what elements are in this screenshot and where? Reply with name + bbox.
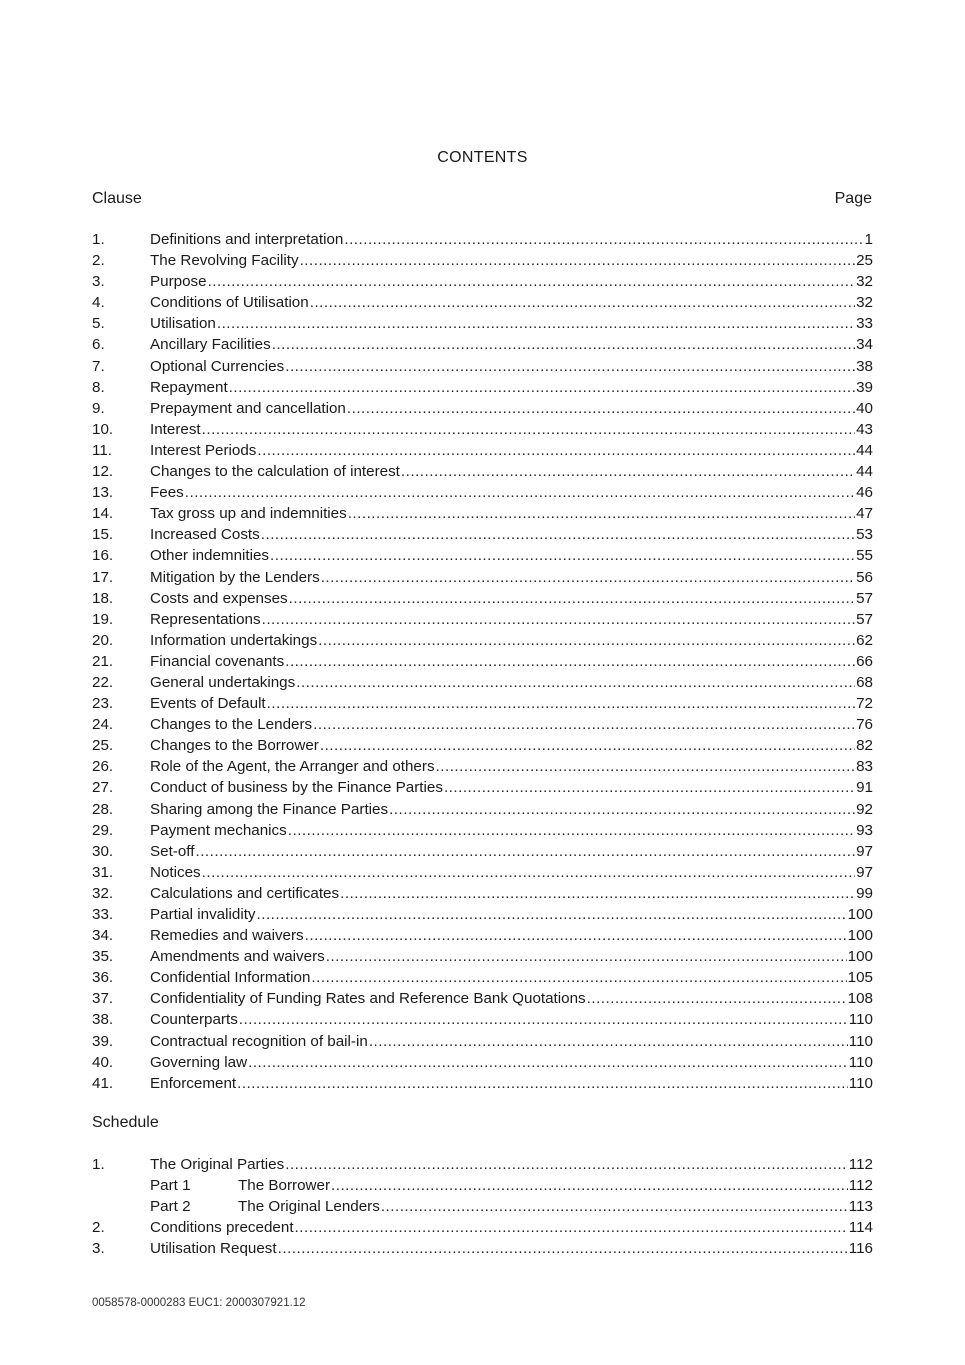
dot-leader [344,229,863,250]
entry-number: 32. [92,884,114,902]
entry-title: Financial covenants [150,652,285,670]
entry-title: Interest Periods [150,441,257,459]
entry-number: 17. [92,568,114,586]
entry-title: Optional Currencies [150,357,285,375]
entry-title: Representations [150,610,261,628]
toc-entry[interactable] [92,651,873,672]
toc-entry[interactable] [92,777,873,798]
entry-number: 15. [92,526,114,544]
entry-page-number: 57 [856,610,873,628]
entry-page-number: 72 [856,695,873,713]
toc-entry[interactable] [92,377,873,398]
dot-leader [321,567,855,588]
entry-number: 20. [92,631,114,649]
toc-entry[interactable] [92,820,873,841]
dot-leader [185,482,855,503]
toc-entry[interactable] [92,693,873,714]
dot-leader [237,1073,848,1094]
entry-number: 14. [92,505,114,523]
entry-page-number: 83 [856,758,873,776]
entry-title: General undertakings [150,673,296,691]
entry-number: 31. [92,863,114,881]
toc-entry[interactable] [92,313,873,334]
dot-leader [313,714,855,735]
dot-leader [348,503,855,524]
entry-title: Contractual recognition of bail-in [150,1032,368,1050]
dot-leader [270,545,855,566]
toc-entry[interactable] [92,440,873,461]
dot-leader [202,862,855,883]
entry-number: 1. [92,231,105,248]
toc-entry[interactable] [92,567,873,588]
entry-title: Partial invalidity [150,906,256,923]
toc-entry[interactable] [92,250,873,271]
toc-entry[interactable] [92,588,873,609]
entry-number: 35. [92,948,114,966]
toc-entry[interactable] [92,714,873,735]
toc-entry[interactable] [92,482,873,503]
entry-number: 7. [92,357,105,375]
entry-title: Changes to the Lenders [150,716,313,734]
entry-number: 8. [92,378,105,396]
toc-entry[interactable] [92,735,873,756]
toc-entry[interactable] [92,609,873,630]
entry-page-number: 100 [847,906,873,923]
entry-title: Costs and expenses [150,589,288,607]
dot-leader [587,988,847,1009]
entry-title: Events of Default [150,695,266,713]
entry-number: 5. [92,315,105,333]
entry-title: Information undertakings [150,631,318,649]
toc-entry[interactable] [92,503,873,524]
toc-entry[interactable] [92,672,873,693]
toc-entry[interactable] [92,841,873,862]
toc-entry[interactable] [92,1217,873,1238]
entry-page-number: 92 [856,800,873,818]
dot-leader [340,883,855,904]
entry-title: Payment mechanics [150,821,287,839]
toc-entry[interactable] [92,229,873,250]
entry-page-number: 33 [856,315,873,333]
entry-title: Calculations and certificates [150,884,340,902]
entry-number: 38. [92,1011,114,1029]
entry-title: Counterparts [150,1011,238,1029]
entry-title: Amendments and waivers [150,948,325,966]
entry-page-number: 108 [847,990,873,1008]
toc-entry[interactable] [92,925,873,946]
entry-page-number: 113 [848,1198,873,1216]
toc-entry[interactable] [92,524,873,545]
entry-page-number: 100 [847,948,873,966]
entry-page-number: 1 [864,231,873,248]
toc-entry[interactable] [92,1052,873,1073]
entry-page-number: 32 [856,273,873,291]
entry-title: Utilisation [150,315,216,333]
entry-page-number: 38 [856,357,873,375]
entry-page-number: 97 [856,863,873,881]
entry-title: Utilisation Request [150,1240,277,1258]
toc-entry[interactable] [92,946,873,967]
dot-leader [285,651,855,672]
entry-number: 2. [92,1219,105,1237]
entry-page-number: 97 [856,842,873,860]
dot-leader [202,419,855,440]
entry-title: Conduct of business by the Finance Parties [150,779,443,797]
entry-title: Enforcement [150,1074,237,1092]
entry-page-number: 105 [847,969,873,987]
dot-leader [239,1009,848,1030]
entry-title: Purpose [150,273,207,291]
dot-leader [300,250,856,271]
entry-title: Interest [150,420,201,438]
clause-column-header: Clause [92,190,142,207]
dot-leader [296,672,855,693]
entry-page-number: 91 [856,779,873,797]
entry-number: 34. [92,927,114,945]
entry-page-number: 43 [856,420,873,438]
entry-page-number: 112 [848,1156,873,1173]
entry-page-number: 116 [848,1240,873,1258]
dot-leader [289,588,855,609]
toc-entry[interactable] [92,1238,873,1259]
toc-entry[interactable] [92,1073,873,1094]
entry-part-label: Part 1 [150,1177,191,1195]
toc-entry[interactable] [92,461,873,482]
schedule-heading: Schedule [92,1114,159,1131]
dot-leader [257,440,855,461]
dot-leader [208,271,856,292]
document-reference: 0058578-0000283 EUC1: 2000307921.12 [92,1297,306,1309]
dot-leader [320,735,855,756]
entry-title: Confidential Information [150,969,311,987]
entry-page-number: 40 [856,399,873,417]
dot-leader [262,609,855,630]
entry-number: 25. [92,737,114,755]
entry-title: Set-off [150,842,195,860]
dot-leader [295,1217,848,1238]
entry-page-number: 62 [856,631,873,649]
entry-title: Remedies and waivers [150,927,304,945]
dot-leader [311,967,846,988]
dot-leader [444,777,855,798]
entry-page-number: 56 [856,568,873,586]
toc-entry[interactable] [92,862,873,883]
entry-page-number: 47 [856,505,873,523]
entry-page-number: 55 [856,547,873,565]
toc-entry[interactable] [92,419,873,440]
entry-page-number: 76 [856,716,873,734]
entry-title: Role of the Agent, the Arranger and others [150,758,435,776]
toc-entry[interactable] [92,1031,873,1052]
entry-number: 27. [92,779,114,797]
entry-number: 24. [92,716,114,734]
dot-leader [401,461,855,482]
dot-leader [436,756,856,777]
toc-entry[interactable] [92,1154,873,1175]
entry-title: Definitions and interpretation [150,231,344,248]
entry-page-number: 99 [856,884,873,902]
entry-title: Fees [150,484,184,502]
entry-title: The Borrower [238,1177,331,1195]
dot-leader [389,799,855,820]
dot-leader [318,630,855,651]
entry-page-number: 93 [856,821,873,839]
entry-title: Notices [150,863,201,881]
entry-number: 22. [92,673,114,691]
dot-leader [217,313,855,334]
entry-number: 4. [92,294,105,312]
toc-entry[interactable] [92,988,873,1009]
entry-title: Ancillary Facilities [150,336,271,354]
entry-number: 40. [92,1053,114,1071]
clause-list [92,229,873,1094]
toc-entry[interactable] [92,1009,873,1030]
entry-page-number: 100 [847,927,873,945]
entry-title: Changes to the calculation of interest [150,463,400,481]
toc-entry[interactable] [92,356,873,377]
entry-number: 10. [92,420,114,438]
entry-page-number: 82 [856,737,873,755]
entry-number: 3. [92,1240,105,1258]
entry-page-number: 110 [848,1011,873,1029]
entry-page-number: 57 [856,589,873,607]
dot-leader [195,841,855,862]
toc-entry[interactable] [92,292,873,313]
page-column-header: Page [834,190,872,207]
entry-page-number: 114 [848,1219,873,1237]
entry-part-label: Part 2 [150,1198,191,1216]
dot-leader [305,925,847,946]
entry-page-number: 53 [856,526,873,544]
dot-leader [310,292,855,313]
entry-page-number: 44 [856,441,873,459]
dot-leader [347,398,855,419]
entry-title: Changes to the Borrower [150,737,319,755]
dot-leader [267,693,855,714]
toc-entry[interactable] [92,630,873,651]
entry-number: 12. [92,463,114,481]
entry-page-number: 112 [848,1177,873,1195]
entry-title: Repayment [150,378,228,396]
entry-page-number: 32 [856,294,873,312]
entry-page-number: 34 [856,336,873,354]
entry-number: 16. [92,547,114,565]
entry-number: 36. [92,969,114,987]
dot-leader [326,946,847,967]
entry-number: 18. [92,589,114,607]
dot-leader [331,1175,848,1196]
entry-title: Tax gross up and indemnities [150,505,347,523]
entry-number: 26. [92,758,114,776]
dot-leader [288,820,855,841]
entry-title: The Revolving Facility [150,252,299,270]
entry-title: Other indemnities [150,547,270,565]
entry-number: 33. [92,906,114,923]
entry-title: Conditions of Utilisation [150,294,309,312]
dot-leader [257,904,847,925]
entry-number: 39. [92,1032,114,1050]
entry-title: The Original Parties [150,1156,285,1173]
dot-leader [278,1238,848,1259]
dot-leader [248,1052,848,1073]
dot-leader [272,334,855,355]
entry-number: 3. [92,273,105,291]
toc-entry[interactable] [92,1175,873,1196]
entry-title: Governing law [150,1053,248,1071]
toc-entry[interactable] [92,334,873,355]
entry-number: 19. [92,610,114,628]
entry-number: 23. [92,695,114,713]
entry-number: 28. [92,800,114,818]
entry-page-number: 39 [856,378,873,396]
toc-entry[interactable] [92,545,873,566]
entry-title: Conditions precedent [150,1219,294,1237]
entry-number: 11. [92,441,112,459]
toc-entry[interactable] [92,799,873,820]
entry-number: 9. [92,399,105,417]
entry-page-number: 110 [848,1053,873,1071]
schedule-list [92,1154,873,1259]
dot-leader [229,377,855,398]
entry-number: 6. [92,336,105,354]
entry-title: Increased Costs [150,526,260,544]
entry-title: The Original Lenders [238,1198,380,1216]
entry-number: 2. [92,252,105,270]
entry-page-number: 25 [856,252,873,270]
dot-leader [369,1031,848,1052]
entry-number: 21. [92,652,114,670]
toc-entry[interactable] [92,967,873,988]
toc-entry[interactable] [92,398,873,419]
toc-entry[interactable] [92,756,873,777]
entry-page-number: 110 [848,1074,873,1092]
entry-title: Sharing among the Finance Parties [150,800,389,818]
entry-page-number: 110 [848,1032,873,1050]
entry-title: Confidentiality of Funding Rates and Reference Bank Quotations [150,990,586,1008]
entry-page-number: 66 [856,652,873,670]
toc-entry[interactable] [92,271,873,292]
entry-number: 41. [92,1074,114,1092]
entry-number: 13. [92,484,114,502]
dot-leader [261,524,855,545]
entry-title: Mitigation by the Lenders [150,568,320,586]
entry-page-number: 44 [856,463,873,481]
entry-page-number: 46 [856,484,873,502]
toc-entry[interactable] [92,904,873,925]
toc-entry[interactable] [92,1196,873,1217]
dot-leader [285,1154,848,1175]
dot-leader [285,356,855,377]
entry-number: 30. [92,842,114,860]
entry-number: 37. [92,990,114,1008]
entry-page-number: 68 [856,673,873,691]
page-title: CONTENTS [437,149,528,166]
toc-entry[interactable] [92,883,873,904]
dot-leader [381,1196,848,1217]
entry-title: Prepayment and cancellation [150,399,346,417]
entry-number: 1. [92,1156,105,1173]
entry-number: 29. [92,821,114,839]
